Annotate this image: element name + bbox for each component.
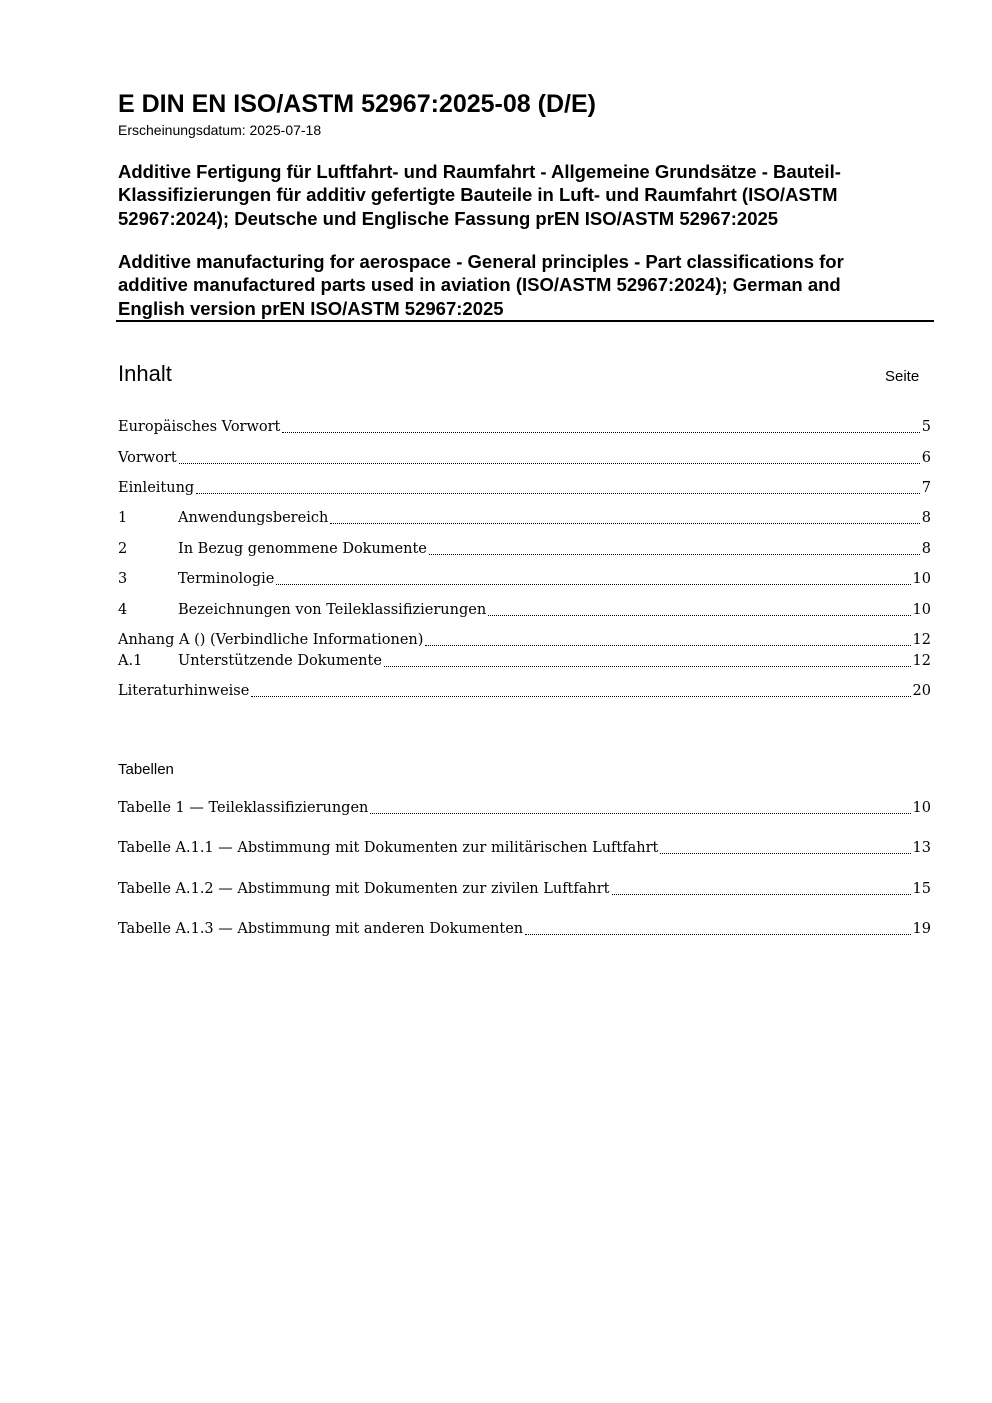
table-entry-label: Tabelle A.1.1 — Abstimmung mit Dokumenten zur militärischen Luftfahrt: [118, 840, 659, 856]
toc-leader-dots: [488, 614, 910, 616]
toc-entry-label: Vorwort: [118, 450, 177, 466]
toc-entry-label: Anhang A () (Verbindliche Informationen): [118, 632, 424, 648]
toc-entry-label: Bezeichnungen von Teileklassifizierungen: [178, 602, 487, 618]
toc-entry-normative-references[interactable]: [118, 539, 931, 559]
table-leader-dots: [370, 812, 910, 814]
toc-entry-page: 12: [912, 632, 931, 648]
toc-leader-dots: [330, 522, 919, 524]
toc-leader-dots: [282, 431, 919, 433]
toc-leader-dots: [425, 644, 910, 646]
table-leader-dots: [525, 933, 910, 935]
toc-entry-number: A.1: [118, 653, 143, 669]
publication-date: Erscheinungsdatum: 2025-07-18: [118, 122, 322, 138]
table-entry-page: 15: [912, 881, 931, 897]
toc-entry-page: 8: [921, 541, 931, 557]
english-title: [118, 250, 933, 320]
german-title-line: Klassifizierungen für additiv gefertigte Bauteile in Luft- und Raumfahrt (ISO/ASTM: [118, 184, 838, 206]
toc-entry-terminology[interactable]: [118, 569, 931, 589]
toc-entry-page: 10: [912, 571, 931, 587]
toc-leader-dots: [276, 583, 910, 585]
toc-entry-page: 5: [921, 419, 931, 435]
toc-entry-label: In Bezug genommene Dokumente: [178, 541, 427, 557]
german-title-line: 52967:2024); Deutsche und Englische Fassung prEN ISO/ASTM 52967:2025: [118, 207, 779, 229]
tables-heading: Tabellen: [118, 761, 174, 778]
toc-entry-number: 3: [118, 571, 128, 587]
table-entry-1[interactable]: [118, 798, 931, 818]
toc-entry-label: Europäisches Vorwort: [118, 419, 281, 435]
toc-entry-introduction[interactable]: [118, 478, 931, 498]
toc-leader-dots: [429, 553, 920, 555]
toc-leader-dots: [251, 695, 910, 697]
table-leader-dots: [660, 852, 910, 854]
table-entry-a13[interactable]: [118, 919, 931, 939]
table-entry-page: 10: [912, 800, 931, 816]
table-entry-page: 19: [912, 921, 931, 937]
toc-entry-supporting-documents[interactable]: [118, 651, 931, 671]
toc-entry-page: 6: [921, 450, 931, 466]
toc-leader-dots: [196, 492, 920, 494]
toc-entry-label: Terminologie: [178, 571, 275, 587]
toc-leader-dots: [384, 665, 911, 667]
toc-heading: Inhalt: [118, 361, 172, 386]
toc-leader-dots: [179, 462, 920, 464]
toc-entry-number: 1: [118, 510, 128, 526]
toc-entry-number: 2: [118, 541, 128, 557]
toc-entry-european-foreword[interactable]: [118, 417, 931, 437]
table-leader-dots: [612, 893, 911, 895]
toc-entry-part-classifications[interactable]: [118, 600, 931, 620]
toc-entry-foreword[interactable]: [118, 448, 931, 468]
toc-entry-page: 7: [921, 480, 931, 496]
table-entry-a12[interactable]: [118, 879, 931, 899]
toc-entry-annex-a[interactable]: [118, 630, 931, 650]
german-title-line: Additive Fertigung für Luftfahrt- und Raumfahrt - Allgemeine Grundsätze - Bauteil-: [118, 161, 841, 182]
english-title-line: English version prEN ISO/ASTM 52967:2025: [118, 297, 504, 319]
table-entry-label: Tabelle 1 — Teileklassifizierungen: [118, 800, 369, 816]
toc-entry-scope[interactable]: [118, 508, 931, 528]
table-entry-label: Tabelle A.1.2 — Abstimmung mit Dokumenten zur zivilen Luftfahrt: [118, 881, 610, 897]
toc-entry-page: 8: [921, 510, 931, 526]
table-entry-page: 13: [912, 840, 931, 856]
document-id: E DIN EN ISO/ASTM 52967:2025-08 (D/E): [118, 90, 596, 118]
table-entry-label: Tabelle A.1.3 — Abstimmung mit anderen Dokumenten: [118, 921, 524, 937]
english-title-line: additive manufactured parts used in aviation (ISO/ASTM 52967:2024); German and: [118, 274, 841, 296]
toc-entry-label: Unterstützende Dokumente: [178, 653, 382, 669]
toc-entry-label: Einleitung: [118, 480, 195, 496]
table-entry-a11[interactable]: [118, 838, 931, 858]
toc-entry-page: 12: [912, 653, 931, 669]
toc-entry-page: 20: [912, 683, 931, 699]
toc-entry-label: Anwendungsbereich: [178, 510, 329, 526]
toc-page-column-heading: Seite: [885, 368, 920, 385]
toc-entry-label: Literaturhinweise: [118, 683, 250, 699]
toc-entry-number: 4: [118, 602, 128, 618]
toc-entry-bibliography[interactable]: [118, 681, 931, 701]
german-title: [118, 160, 933, 230]
english-title-line: Additive manufacturing for aerospace - General principles - Part classifications for: [118, 251, 844, 272]
toc-entry-page: 10: [912, 602, 931, 618]
title-divider: [116, 320, 934, 322]
